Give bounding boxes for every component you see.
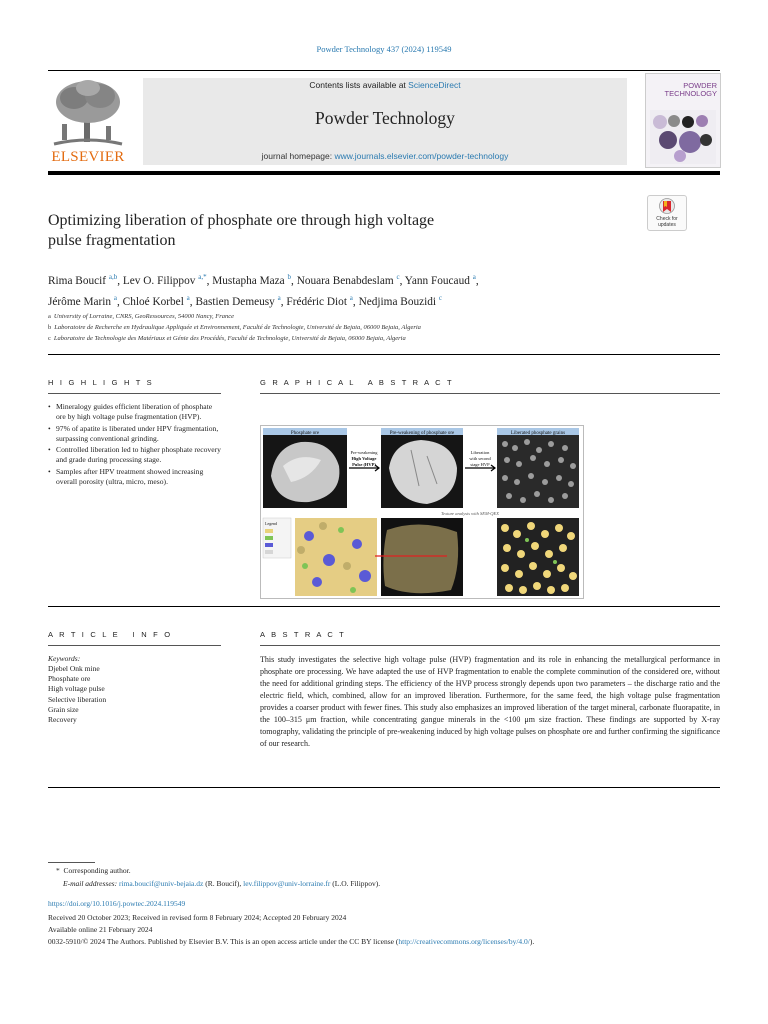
author-affiliation-marker[interactable]: a: [186, 293, 190, 302]
author-affiliation-marker[interactable]: c: [438, 293, 442, 302]
highlights-list: [48, 402, 222, 488]
author-affiliation-marker[interactable]: a: [472, 273, 476, 281]
author-separator: ,: [475, 274, 479, 287]
author-name[interactable]: Lev O. Filippov: [122, 274, 196, 287]
affiliation-item: [48, 311, 708, 322]
article-title: [48, 211, 548, 251]
doi-link[interactable]: https://doi.org/10.1016/j.powtec.2024.119549: [48, 899, 186, 908]
cover-title-line1: POWDER: [683, 81, 717, 90]
article-info-rule: [48, 645, 221, 646]
graphical-abstract-figure[interactable]: [260, 425, 584, 599]
masthead-bottom-rule: [48, 171, 720, 175]
journal-title: Powder Technology: [315, 108, 455, 128]
publisher-name: ELSEVIER: [51, 149, 125, 165]
highlight-item: [48, 445, 222, 466]
email-owner: (L.O. Filippov).: [330, 879, 381, 888]
author-affiliation-marker[interactable]: a: [113, 293, 117, 302]
keyword-item: Recovery: [48, 715, 77, 725]
keyword-item: Phosphate ore: [48, 674, 91, 684]
keyword-item: Djebel Onk mine: [48, 664, 100, 673]
bullet-icon: •: [48, 402, 51, 411]
author-name[interactable]: Rima Boucif: [48, 274, 107, 287]
ga-panel1-title: Phosphate ore: [290, 431, 320, 436]
author-separator: ,: [352, 295, 359, 308]
keywords-list: [48, 664, 106, 725]
contents-prefix: Contents lists available at: [309, 80, 409, 90]
crossmark-line2: updates: [658, 221, 676, 228]
author-list: [48, 269, 688, 311]
author-name[interactable]: Frédéric Diot: [286, 295, 347, 308]
author-name[interactable]: Nouara Benabdeslam: [296, 274, 394, 287]
author-affiliation-marker[interactable]: a: [277, 293, 281, 302]
author-separator: ,: [280, 295, 287, 308]
email-link-filippov[interactable]: lev.filippov@univ-lorraine.fr: [243, 879, 331, 888]
graphical-abstract-heading: G R A P H I C A L A B S T R A C T: [260, 378, 454, 387]
ga-arrow2-label-line1: Liberation: [470, 450, 490, 455]
sciencedirect-link[interactable]: ScienceDirect: [408, 80, 461, 90]
author-affiliation-marker[interactable]: a,b: [108, 273, 118, 281]
author-affiliation-marker[interactable]: c: [396, 273, 400, 281]
corresponding-text: Corresponding author.: [63, 866, 131, 875]
bullet-icon: •: [48, 445, 51, 455]
author-separator: ,: [189, 295, 196, 308]
received-dates: Received 20 October 2023; Received in revised form 8 February 2024; Accepted 20 February 2024: [48, 913, 347, 922]
journal-cover-thumbnail[interactable]: [645, 73, 721, 168]
abstract-rule: [260, 645, 720, 646]
crossmark-icon: [659, 198, 675, 216]
journal-reference-link[interactable]: Powder Technology 437 (2024) 119549: [316, 44, 452, 54]
license-link[interactable]: http://creativecommons.org/licenses/by/4.0/: [398, 937, 530, 946]
bullet-icon: •: [48, 423, 51, 433]
cover-title-line2: TECHNOLOGY: [664, 88, 717, 98]
available-online-date: Available online 21 February 2024: [48, 925, 153, 934]
cover-title: [649, 82, 717, 97]
author-name[interactable]: Bastien Demeusy: [195, 295, 275, 308]
section-divider: [48, 354, 720, 355]
affiliation-key: a: [48, 313, 51, 320]
author-separator: ,: [206, 274, 213, 287]
graphical-abstract-rule: [260, 393, 720, 394]
keyword-item: Selective liberation: [48, 694, 107, 704]
author-name[interactable]: Jérôme Marin: [48, 295, 112, 308]
author-name[interactable]: Yann Foucaud: [404, 274, 470, 287]
affiliation-item: [48, 322, 708, 333]
highlight-text: Samples after HPV treatment showed increasing overall porosity (ultra, micro, meso).: [56, 466, 204, 487]
cover-artwork-image: [650, 110, 716, 164]
license-text: 0032-5910/© 2024 The Authors. Published by Elsevier B.V. This is an open access article under the CC BY license (: [48, 937, 399, 946]
keywords-label: Keywords:: [48, 654, 81, 663]
keyword-item: Grain size: [48, 704, 79, 714]
highlight-text: 97% of apatite is liberated under HPV fragmentation, surpassing conventional grinding.: [56, 423, 219, 443]
ga-arrow2-label-line2: with second: [469, 456, 491, 461]
article-info-heading: A R T I C L E I N F O: [48, 630, 173, 639]
crossmark-line1: Check for: [656, 216, 678, 222]
affiliation-key: c: [48, 335, 51, 342]
highlight-item: [48, 467, 222, 488]
affiliation-text: University of Lorraine, CNRS, GeoRessources, 54000 Nancy, France: [53, 313, 235, 320]
section-divider: [48, 606, 720, 607]
author-affiliation-marker[interactable]: a,*: [198, 273, 207, 281]
author-separator: ,: [291, 274, 297, 287]
homepage-prefix: journal homepage:: [261, 151, 335, 161]
affiliation-list: [48, 311, 708, 344]
highlight-text: Mineralogy guides efficient liberation of phosphate ore by high voltage pulse fragmentation (HVP).: [56, 402, 213, 422]
author-name[interactable]: Nedjima Bouzidi: [358, 295, 437, 308]
check-for-updates-label: [648, 217, 686, 228]
highlights-heading: H I G H L I G H T S: [48, 378, 154, 387]
keyword-item: High voltage pulse: [48, 684, 105, 694]
author-name[interactable]: Chloé Korbel: [122, 295, 184, 308]
journal-homepage-link[interactable]: www.journals.elsevier.com/powder-technology: [334, 151, 509, 161]
check-for-updates-badge[interactable]: [647, 195, 687, 231]
abstract-heading: A B S T R A C T: [260, 630, 346, 639]
corresponding-mark: *: [56, 866, 60, 875]
author-separator: ,: [117, 295, 123, 308]
email-owner: (R. Boucif),: [203, 879, 244, 888]
highlight-text: Controlled liberation led to higher phosphate recovery and grade during processing stage.: [56, 445, 221, 465]
highlights-rule: [48, 393, 221, 394]
graphical-abstract-image: [261, 426, 583, 598]
ga-arrow1-label-line2: High Voltage: [351, 456, 377, 461]
author-affiliation-marker[interactable]: a: [349, 293, 353, 302]
email-link-boucif[interactable]: rima.boucif@univ-bejaia.dz: [118, 879, 204, 888]
email-label: E-mail addresses:: [63, 879, 118, 888]
author-line-1: [48, 269, 688, 290]
article-title-line2: pulse fragmentation: [48, 232, 176, 249]
license-suffix: ).: [529, 937, 535, 946]
highlight-item: [48, 424, 222, 445]
ga-arrow1-label-line1: Pre-weakening: [350, 450, 378, 455]
affiliation-text: Laboratoire de Recherche en Hydraulique Appliquée et Environnement, Faculté de Technologie, Université de Bejaia, 06000 Bejaia, Algeria: [54, 324, 421, 331]
author-affiliation-marker[interactable]: b: [287, 273, 292, 281]
license-statement: [48, 937, 534, 946]
corresponding-author-note: [56, 866, 131, 875]
author-separator: ,: [399, 274, 405, 287]
author-name[interactable]: Mustapha Maza: [212, 274, 285, 287]
author-line-2: [48, 290, 688, 311]
bullet-icon: •: [48, 466, 51, 476]
ga-arrow1-label-line3: Pulse (HVP): [352, 462, 376, 467]
abstract-text: This study investigates the selective high voltage pulse (HVP) fragmentation and its role in enhancing the metallurgical performance in phosphate ore processing. We have adapted the use of HVP fragmentation to enable the complete comminution of the considered ore, without the need for additional grinding steps. The efficiency of the HVP process strongly depends upon two parameters – the discharge ratio and the electric field, which, combined, allow for an improved liberation. Furthermore, for the same feed, the high voltage pulse fragmentation provides a coarser product with fewer fines. This study also emphasizes an improved liberation of the target mineral, carbonate fluorapatite, in the 100–315 μm fraction, while concentrating gangue minerals in the <100 μm size fraction. These findings are supported by X-ray tomography, validating the principle of pre-weakening induced by high voltage pulses on phosphate ore and further confirming the significance of our research.: [260, 655, 720, 748]
affiliation-text: Laboratoire de Technologie des Matériaux et Génie des Procédés, Faculté de Technologie, Université de Bejaia, 06000 Bejaia, Algeria: [53, 335, 406, 342]
masthead-top-rule: [48, 70, 720, 71]
email-addresses: [63, 879, 380, 888]
contents-line: [143, 80, 627, 90]
affiliation-key: b: [48, 324, 52, 331]
elsevier-tree-icon: [48, 78, 128, 148]
ga-panel2-title: Pre-weakening of phosphate ore: [389, 431, 455, 436]
ga-legend-title: Legend: [265, 521, 277, 526]
ga-caption: Texture analysis with SEM-QEX: [441, 511, 500, 516]
ga-panel3-title: Liberated phosphate grains: [510, 431, 566, 436]
elsevier-logo[interactable]: [48, 78, 128, 166]
affiliation-item: [48, 333, 708, 344]
article-title-line1: Optimizing liberation of phosphate ore through high voltage: [48, 212, 435, 229]
author-separator: ,: [117, 274, 123, 287]
highlight-item: [48, 402, 222, 423]
ga-arrow2-label-line3: stage HVP: [470, 462, 490, 467]
footnote-rule: [48, 862, 95, 863]
section-divider: [48, 787, 720, 788]
homepage-line: [143, 151, 627, 161]
